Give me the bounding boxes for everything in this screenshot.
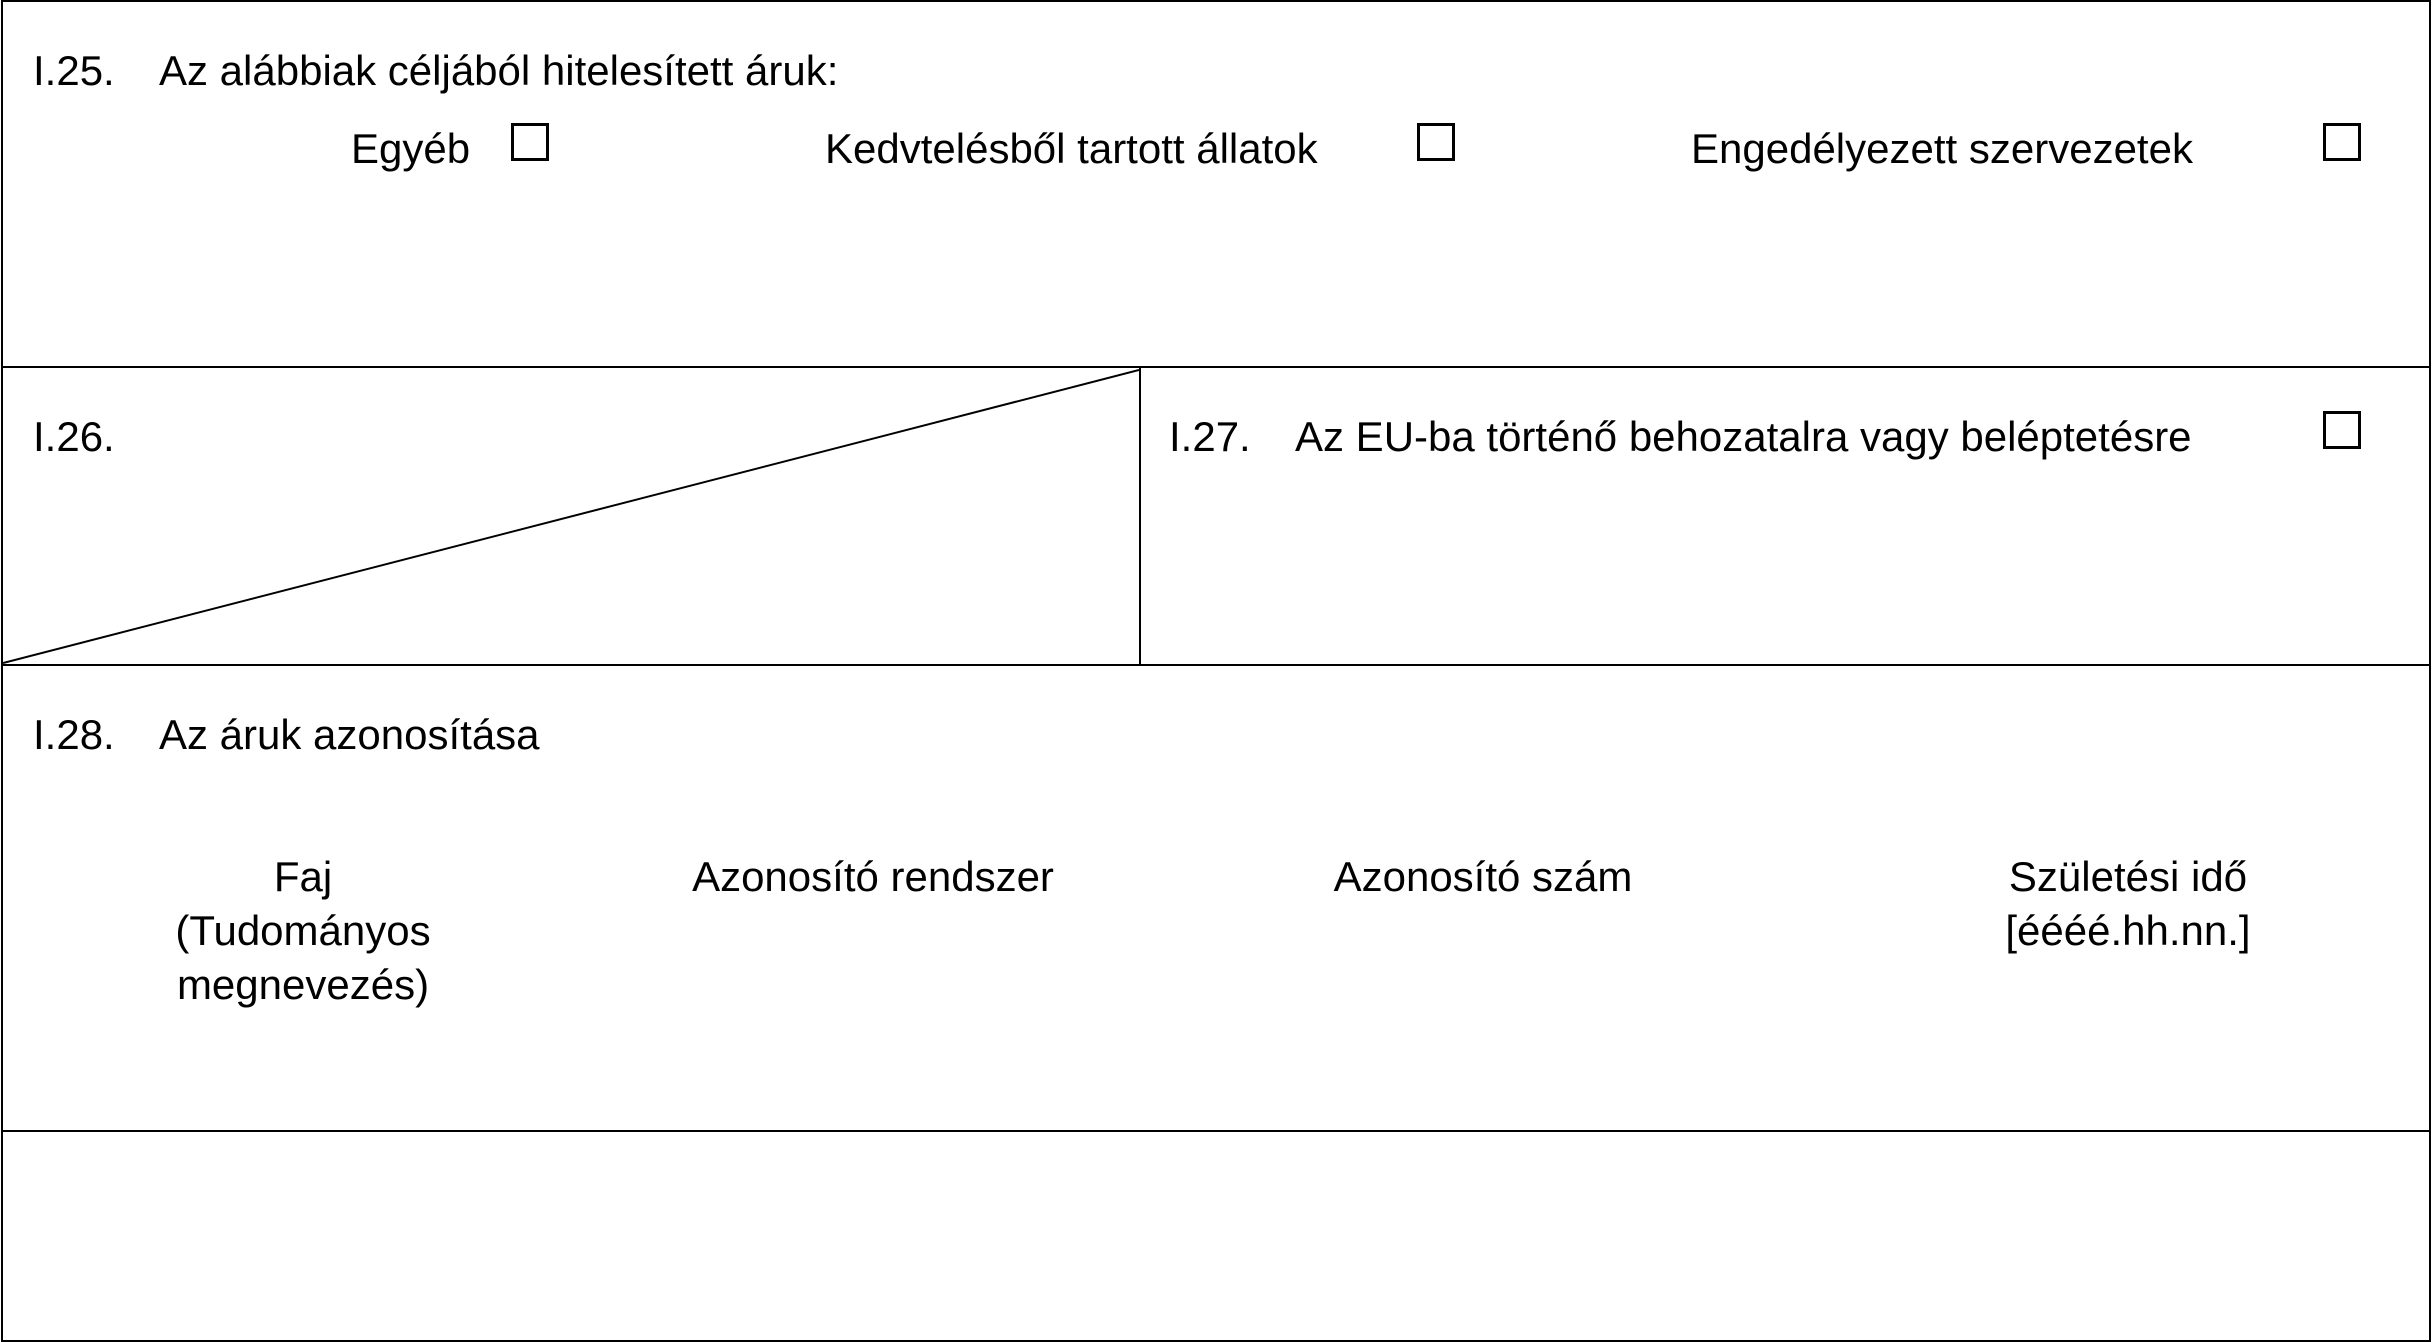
box-number-i28: I.28.	[33, 711, 115, 758]
option-label-kedvtelesbol: Kedvtelésből tartott állatok	[825, 125, 1318, 172]
column-header-line: Azonosító szám	[1333, 853, 1633, 900]
identification-entry-row[interactable]	[1, 1130, 2431, 1342]
box-i28	[1, 664, 2431, 1132]
checkbox-engedelyezett[interactable]	[2323, 123, 2361, 161]
box-title-i28: Az áruk azonosítása	[159, 711, 540, 758]
column-header-birth-date	[1908, 850, 2348, 958]
box-divider	[1139, 368, 1141, 664]
checkbox-kedvtelesbol[interactable]	[1417, 123, 1455, 161]
box-title-i25: Az alábbiak céljából hitelesített áruk:	[159, 47, 839, 94]
column-header-id-system	[623, 850, 1123, 904]
box-number-i26: I.26.	[33, 413, 115, 460]
column-header-line: (Tudományos	[175, 907, 431, 954]
diagonal-strike-line	[3, 368, 1139, 664]
column-header-line: Faj	[273, 853, 333, 900]
option-label-egyeb: Egyéb	[351, 125, 471, 172]
column-header-line: Azonosító rendszer	[692, 853, 1054, 900]
column-header-line: [éééé.hh.nn.]	[2005, 907, 2251, 954]
box-number-i27: I.27.	[1169, 413, 1251, 460]
box-number-i25: I.25.	[33, 47, 115, 94]
column-header-line: megnevezés)	[176, 961, 430, 1008]
checkbox-eu-import[interactable]	[2323, 411, 2361, 449]
box-i26-i27	[1, 366, 2431, 666]
column-header-line: Születési idő	[2008, 853, 2248, 900]
box-title-i27: Az EU-ba történő behozatalra vagy beléptetésre	[1295, 413, 2192, 460]
option-label-engedelyezett: Engedélyezett szervezetek	[1691, 125, 2193, 172]
column-header-species	[103, 850, 503, 1012]
column-header-id-number	[1233, 850, 1733, 904]
box-i25	[1, 0, 2431, 368]
checkbox-egyeb[interactable]	[511, 123, 549, 161]
